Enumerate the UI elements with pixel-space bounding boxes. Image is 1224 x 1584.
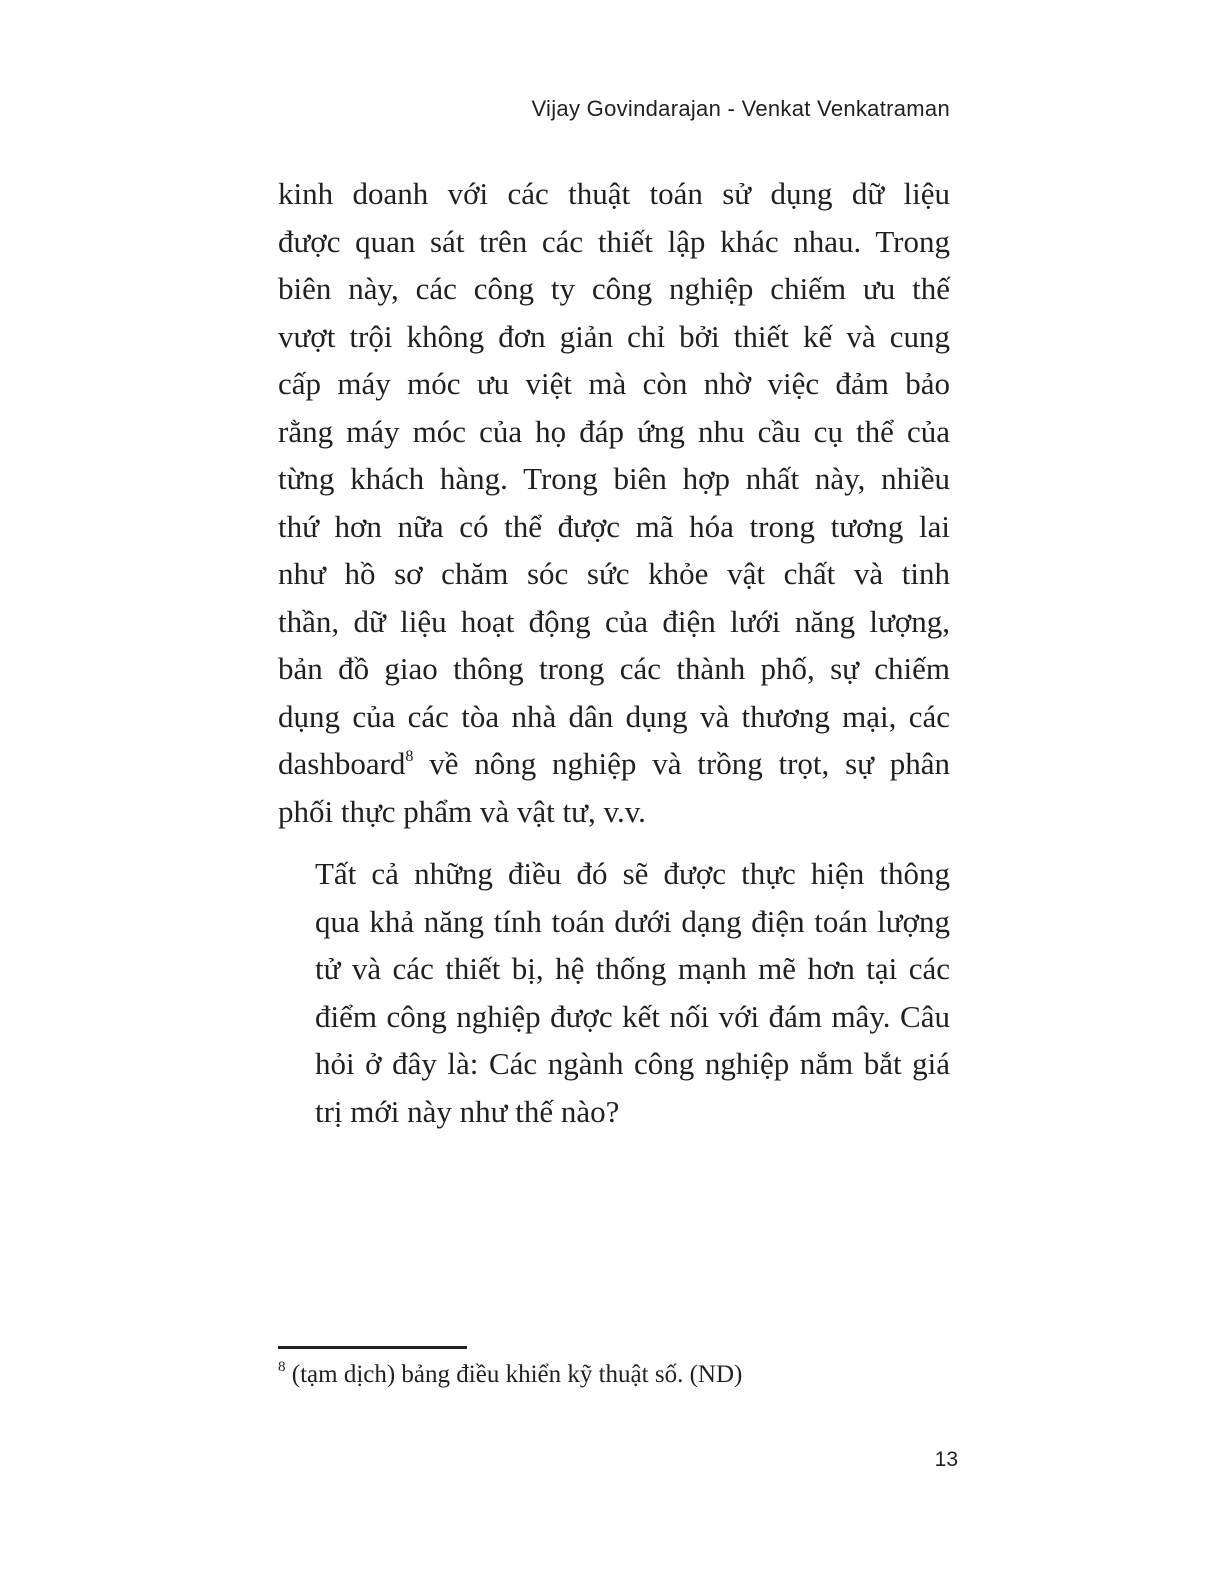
- paragraph-2: [278, 850, 950, 1135]
- text-line: rằng máy móc của họ đáp ứng nhu cầu cụ thể của: [278, 413, 950, 449]
- text-line: hỏi ở đây là: Các ngành công nghiệp nắm bắt giá: [315, 1046, 950, 1081]
- text-line: trị mới này như thế nào?: [315, 1093, 620, 1129]
- footnote: [278, 1358, 743, 1389]
- text-line: biên này, các công ty công nghiệp chiếm ưu thế: [278, 271, 950, 306]
- text-line-with-footnote-ref: [278, 740, 950, 788]
- text-line: thứ hơn nữa có thể được mã hóa trong tương lai: [278, 508, 950, 544]
- text-line: Tất cả những điều đó sẽ được thực hiện thông: [315, 856, 950, 891]
- text-line: tử và các thiết bị, hệ thống mạnh mẽ hơn tại các: [315, 951, 950, 986]
- text-line: dụng của các tòa nhà dân dụng và thương mại, các: [278, 698, 950, 734]
- text-line: bản đồ giao thông trong các thành phố, sự chiếm: [278, 651, 950, 686]
- dashboard-term: dashboard: [278, 746, 406, 781]
- text-line: phối thực phẩm và vật tư, v.v.: [278, 793, 646, 829]
- text-line: điểm công nghiệp được kết nối với đám mây. Câu: [315, 998, 950, 1034]
- text-line-rest: về nông nghiệp và trồng trọt, sự phân: [413, 746, 950, 781]
- footnote-marker: 8: [278, 1358, 286, 1375]
- footnote-reference: 8: [405, 747, 414, 765]
- text-line: từng khách hàng. Trong biên hợp nhất này, nhiều: [278, 461, 950, 496]
- text-line: thần, dữ liệu hoạt động của điện lưới năng lượng,: [278, 603, 950, 639]
- body-text: [278, 170, 950, 1135]
- text-line: được quan sát trên các thiết lập khác nhau. Trong: [278, 223, 950, 259]
- text-line: như hồ sơ chăm sóc sức khỏe vật chất và tinh: [278, 556, 950, 591]
- page-number: 13: [934, 1448, 958, 1471]
- footnote-divider: [278, 1346, 467, 1349]
- text-line: vượt trội không đơn giản chỉ bởi thiết kế và cung: [278, 318, 950, 354]
- text-line: kinh doanh với các thuật toán sử dụng dữ liệu: [278, 176, 950, 211]
- footnote-text: (tạm dịch) bảng điều khiển kỹ thuật số. (ND): [285, 1361, 743, 1388]
- paragraph-1: [278, 170, 950, 835]
- text-line: cấp máy móc ưu việt mà còn nhờ việc đảm bảo: [278, 366, 950, 401]
- text-line: qua khả năng tính toán dưới dạng điện toán lượng: [315, 903, 950, 939]
- running-header: Vijay Govindarajan - Venkat Venkatraman: [531, 96, 950, 121]
